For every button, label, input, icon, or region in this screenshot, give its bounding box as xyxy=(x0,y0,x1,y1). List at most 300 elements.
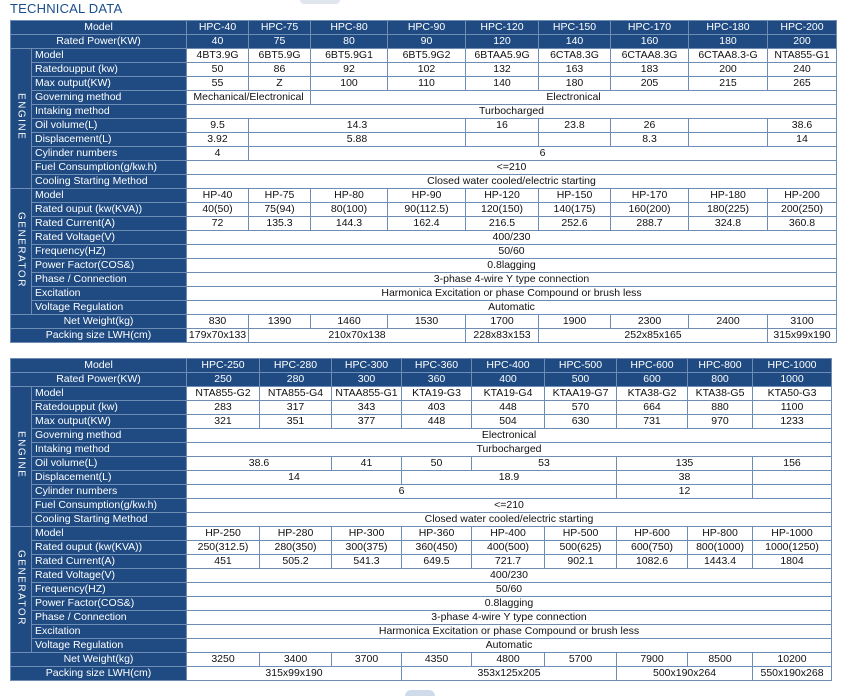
spec-cell: 377 xyxy=(332,415,402,429)
spec-cell: HPC-800 xyxy=(688,359,753,373)
row-label: Displacement(L) xyxy=(32,133,187,147)
row-label: Ratedoupput (kw) xyxy=(32,401,187,415)
spec-row xyxy=(11,133,837,147)
engine-section-label xyxy=(11,49,32,189)
spec-cell: 140(175) xyxy=(539,203,611,217)
spec-cell: HP-180 xyxy=(689,189,768,203)
spec-cell: Electronical xyxy=(187,429,832,443)
spec-cell: 315x99x190 xyxy=(768,329,837,343)
spec-cell: HP-40 xyxy=(187,189,249,203)
spec-cell: HP-170 xyxy=(611,189,689,203)
spec-cell: 265 xyxy=(768,77,837,91)
spec-cell: 448 xyxy=(402,415,472,429)
spec-row xyxy=(11,105,837,119)
spec-cell: 38.6 xyxy=(768,119,837,133)
spec-cell: 18.9 xyxy=(402,471,617,485)
spec-cell: 14 xyxy=(187,471,402,485)
spec-cell: 0.8lagging xyxy=(187,597,832,611)
spec-cell: 288.7 xyxy=(611,217,689,231)
spec-cell: 135 xyxy=(617,457,753,471)
engine-section-label-text: ENGINE xyxy=(15,92,27,141)
spec-row xyxy=(11,189,837,203)
row-label: Model xyxy=(11,21,187,35)
spec-cell: KTA19-G3 xyxy=(402,387,472,401)
spec-cell: 505.2 xyxy=(260,555,332,569)
spec-cell: 6CTAA8.3G xyxy=(611,49,689,63)
spec-cell: HPC-500 xyxy=(545,359,617,373)
spec-cell: 500(625) xyxy=(545,541,617,555)
spec-cell: 240 xyxy=(768,63,837,77)
generator-section-label xyxy=(11,189,32,315)
row-label: Model xyxy=(32,189,187,203)
spec-cell: 3700 xyxy=(332,653,402,667)
spec-cell: 50/60 xyxy=(187,583,832,597)
spec-cell: 3.92 xyxy=(187,133,249,147)
spec-cell: NTA855-G1 xyxy=(768,49,837,63)
spec-cell: 10200 xyxy=(753,653,832,667)
spec-cell: 120(150) xyxy=(466,203,539,217)
row-label: Ratedoupput (kw) xyxy=(32,63,187,77)
spec-cell: 120 xyxy=(466,35,539,49)
row-label: Packing size LWH(cm) xyxy=(11,329,187,343)
row-label: Rated Current(A) xyxy=(32,217,187,231)
row-label: Fuel Consumption(g/kw.h) xyxy=(32,499,187,513)
spec-cell: 250(312.5) xyxy=(187,541,260,555)
spec-cell: 0.8lagging xyxy=(187,259,837,273)
spec-row xyxy=(11,653,832,667)
row-label: Voltage Regulation xyxy=(32,301,187,315)
spec-cell: 92 xyxy=(311,63,388,77)
spec-cell: 1900 xyxy=(539,315,611,329)
spec-cell: 75 xyxy=(249,35,311,49)
spec-cell: 156 xyxy=(753,457,832,471)
spec-cell: 14 xyxy=(768,133,837,147)
spec-cell: 2400 xyxy=(689,315,768,329)
spec-cell: 26 xyxy=(611,119,689,133)
row-label: Cylinder numbers xyxy=(32,485,187,499)
spec-cell: KTA38-G2 xyxy=(617,387,688,401)
spec-cell: 351 xyxy=(260,415,332,429)
spec-row xyxy=(11,161,837,175)
spec-row xyxy=(11,329,837,343)
spec-cell: Automatic xyxy=(187,639,832,653)
spec-cell: 7900 xyxy=(617,653,688,667)
spec-cell: 53 xyxy=(472,457,617,471)
row-label: Oil volume(L) xyxy=(32,457,187,471)
spec-cell: HP-360 xyxy=(402,527,472,541)
spec-cell: 360 xyxy=(402,373,472,387)
spec-cell: 205 xyxy=(611,77,689,91)
row-label: Cooling Starting Method xyxy=(32,175,187,189)
spec-row xyxy=(11,77,837,91)
spec-cell: 50 xyxy=(187,63,249,77)
spec-cell: 321 xyxy=(187,415,260,429)
spec-cell: 40(50) xyxy=(187,203,249,217)
spec-cell: Mechanical/Electronical xyxy=(187,91,311,105)
spec-cell: Turbocharged xyxy=(187,443,832,457)
spec-cell: 2300 xyxy=(611,315,689,329)
spec-cell: Harmonica Excitation or phase Compound or brush less xyxy=(187,625,832,639)
spec-cell xyxy=(466,133,539,147)
row-label: Rated Current(A) xyxy=(32,555,187,569)
spec-cell: 600(750) xyxy=(617,541,688,555)
spec-cell xyxy=(753,471,832,485)
spec-cell: 324.8 xyxy=(689,217,768,231)
row-label: Intaking method xyxy=(32,443,187,457)
spec-cell: 55 xyxy=(187,77,249,91)
spec-cell: 1000 xyxy=(753,373,832,387)
spec-cell: 6BT5.9G1 xyxy=(311,49,388,63)
spec-cell: 664 xyxy=(617,401,688,415)
spec-cell: 800(1000) xyxy=(688,541,753,555)
spec-cell: HP-90 xyxy=(388,189,466,203)
spec-cell: HP-250 xyxy=(187,527,260,541)
spec-cell: 12 xyxy=(617,485,753,499)
spec-cell: 403 xyxy=(402,401,472,415)
spec-cell: 180(225) xyxy=(689,203,768,217)
spec-cell: 100 xyxy=(311,77,388,91)
spec-cell: 600 xyxy=(617,373,688,387)
spec-cell: 252.6 xyxy=(539,217,611,231)
spec-cell: 6BTAA5.9G xyxy=(466,49,539,63)
spec-cell: HPC-150 xyxy=(539,21,611,35)
spec-cell: HPC-80 xyxy=(311,21,388,35)
spec-row xyxy=(11,387,832,401)
spec-row xyxy=(11,443,832,457)
row-label: Max output(KW) xyxy=(32,415,187,429)
spec-cell: 162.4 xyxy=(388,217,466,231)
spec-cell: 40 xyxy=(187,35,249,49)
row-label: Phase / Connection xyxy=(32,611,187,625)
spec-row xyxy=(11,287,837,301)
spec-cell: HP-75 xyxy=(249,189,311,203)
spec-cell: KTA50-G3 xyxy=(753,387,832,401)
spec-cell: 280(350) xyxy=(260,541,332,555)
spec-cell: HPC-250 xyxy=(187,359,260,373)
spec-row xyxy=(11,457,832,471)
spec-cell: 50 xyxy=(402,457,472,471)
spec-cell: 50/60 xyxy=(187,245,837,259)
spec-row xyxy=(11,147,837,161)
row-label: Model xyxy=(32,527,187,541)
row-label: Phase / Connection xyxy=(32,273,187,287)
spec-row xyxy=(11,217,837,231)
spec-cell: NTA855-G2 xyxy=(187,387,260,401)
spec-row xyxy=(11,175,837,189)
spec-cell: 400(500) xyxy=(472,541,545,555)
spec-cell: 451 xyxy=(187,555,260,569)
spec-cell: 6CTA8.3G xyxy=(539,49,611,63)
spec-cell: 4350 xyxy=(402,653,472,667)
spec-cell: 4 xyxy=(187,147,249,161)
spec-cell: 38 xyxy=(617,471,753,485)
spec-cell: 179x70x133 xyxy=(187,329,249,343)
spec-cell: 3250 xyxy=(187,653,260,667)
spec-row xyxy=(11,513,832,527)
spec-row xyxy=(11,315,837,329)
spec-cell: 3-phase 4-wire Y type connection xyxy=(187,611,832,625)
spec-cell: 504 xyxy=(472,415,545,429)
row-label: Excitation xyxy=(32,287,187,301)
spec-cell: 200 xyxy=(768,35,837,49)
spec-cell: HPC-280 xyxy=(260,359,332,373)
spec-row xyxy=(11,231,837,245)
spec-cell: 140 xyxy=(539,35,611,49)
spec-row xyxy=(11,273,837,287)
spec-row xyxy=(11,245,837,259)
generator-section-label xyxy=(11,527,32,653)
spec-cell xyxy=(539,133,611,147)
spec-cell: HPC-40 xyxy=(187,21,249,35)
spec-cell: 183 xyxy=(611,63,689,77)
spec-cell: Closed water cooled/electric starting xyxy=(187,513,832,527)
header-row xyxy=(11,359,832,373)
spec-cell: 500x190x264 xyxy=(617,667,753,681)
row-label: Power Factor(COS&) xyxy=(32,597,187,611)
row-label: Cooling Starting Method xyxy=(32,513,187,527)
spec-row xyxy=(11,63,837,77)
row-label: Voltage Regulation xyxy=(32,639,187,653)
row-label: Rated Power(KW) xyxy=(11,35,187,49)
spec-cell: HP-120 xyxy=(466,189,539,203)
spec-cell: 280 xyxy=(260,373,332,387)
spec-cell: HP-300 xyxy=(332,527,402,541)
spec-cell: 1233 xyxy=(753,415,832,429)
spec-cell: 5700 xyxy=(545,653,617,667)
spec-cell: 72 xyxy=(187,217,249,231)
spec-cell: 90(112.5) xyxy=(388,203,466,217)
spec-cell: 649.5 xyxy=(402,555,472,569)
spec-cell: NTAA855-G1 xyxy=(332,387,402,401)
spec-cell: 1100 xyxy=(753,401,832,415)
spec-cell: 215 xyxy=(689,77,768,91)
spec-cell: Z xyxy=(249,77,311,91)
spec-cell: 86 xyxy=(249,63,311,77)
row-label: Rated ouput (kw(KVA)) xyxy=(32,203,187,217)
spec-cell: HPC-1000 xyxy=(753,359,832,373)
spec-cell: HPC-180 xyxy=(689,21,768,35)
spec-cell: 1082.6 xyxy=(617,555,688,569)
spec-cell: HP-600 xyxy=(617,527,688,541)
spec-row xyxy=(11,203,837,217)
generator-section-label-text: GENERATOR xyxy=(15,549,27,626)
spec-cell: 360.8 xyxy=(768,217,837,231)
spec-row xyxy=(11,583,832,597)
header-row xyxy=(11,35,837,49)
spec-cell xyxy=(753,485,832,499)
spec-cell: 16 xyxy=(466,119,539,133)
spec-row xyxy=(11,119,837,133)
spec-cell: 1443.4 xyxy=(688,555,753,569)
spec-cell: 80 xyxy=(311,35,388,49)
spec-cell: Automatic xyxy=(187,301,837,315)
spec-cell: HPC-120 xyxy=(466,21,539,35)
spec-cell: 3100 xyxy=(768,315,837,329)
spec-cell: 80(100) xyxy=(311,203,388,217)
spec-cell: 902.1 xyxy=(545,555,617,569)
spec-table-1 xyxy=(10,20,837,343)
spec-row xyxy=(11,597,832,611)
row-label: Model xyxy=(11,359,187,373)
row-label: Power Factor(COS&) xyxy=(32,259,187,273)
row-label: Frequency(HZ) xyxy=(32,583,187,597)
spec-row xyxy=(11,415,832,429)
spec-cell: 360(450) xyxy=(402,541,472,555)
row-label: Rated Voltage(V) xyxy=(32,231,187,245)
spec-row xyxy=(11,611,832,625)
spec-cell: 75(94) xyxy=(249,203,311,217)
spec-row xyxy=(11,639,832,653)
spec-row xyxy=(11,471,832,485)
page-title: TECHNICAL DATA xyxy=(10,1,123,16)
spec-cell: 400/230 xyxy=(187,231,837,245)
row-label: Displacement(L) xyxy=(32,471,187,485)
row-label: Net Weight(kg) xyxy=(11,315,187,329)
header-row xyxy=(11,21,837,35)
spec-cell: 216.5 xyxy=(466,217,539,231)
spec-cell: 14.3 xyxy=(249,119,466,133)
spec-cell: 830 xyxy=(187,315,249,329)
spec-row xyxy=(11,485,832,499)
row-label: Governing method xyxy=(32,429,187,443)
spec-cell: 160 xyxy=(611,35,689,49)
spec-row xyxy=(11,541,832,555)
spec-cell: 343 xyxy=(332,401,402,415)
spec-cell: HPC-90 xyxy=(388,21,466,35)
spec-cell: 252x85x165 xyxy=(539,329,768,343)
spec-cell: 1390 xyxy=(249,315,311,329)
spec-cell: 731 xyxy=(617,415,688,429)
spec-cell: HPC-200 xyxy=(768,21,837,35)
spec-cell: 250 xyxy=(187,373,260,387)
spec-cell: 6 xyxy=(249,147,837,161)
spec-cell: 3-phase 4-wire Y type connection xyxy=(187,273,837,287)
header-row xyxy=(11,373,832,387)
spec-cell: HP-80 xyxy=(311,189,388,203)
spec-cell: 3400 xyxy=(260,653,332,667)
row-label: Excitation xyxy=(32,625,187,639)
row-label: Intaking method xyxy=(32,105,187,119)
row-label: Model xyxy=(32,387,187,401)
spec-cell: 110 xyxy=(388,77,466,91)
spec-cell: 90 xyxy=(388,35,466,49)
spec-cell: HP-500 xyxy=(545,527,617,541)
spec-cell: 400/230 xyxy=(187,569,832,583)
spec-cell: 1530 xyxy=(388,315,466,329)
spec-row xyxy=(11,569,832,583)
spec-cell xyxy=(689,119,768,133)
spec-cell: 541.3 xyxy=(332,555,402,569)
row-label: Cylinder numbers xyxy=(32,147,187,161)
spec-cell: HPC-600 xyxy=(617,359,688,373)
spec-cell: KTA19-G4 xyxy=(472,387,545,401)
spec-cell: Turbocharged xyxy=(187,105,837,119)
spec-cell: 144.3 xyxy=(311,217,388,231)
row-label: Model xyxy=(32,49,187,63)
generator-section-label-text: GENERATOR xyxy=(15,211,27,288)
spec-cell: NTA855-G4 xyxy=(260,387,332,401)
spec-cell: 300(375) xyxy=(332,541,402,555)
spec-cell: 160(200) xyxy=(611,203,689,217)
row-label: Fuel Consumption(g/kw.h) xyxy=(32,161,187,175)
spec-cell: 500 xyxy=(545,373,617,387)
spec-cell: 550x190x268 xyxy=(753,667,832,681)
row-label: Max output(KW) xyxy=(32,77,187,91)
spec-row xyxy=(11,401,832,415)
spec-cell: 1700 xyxy=(466,315,539,329)
spec-cell: 9.5 xyxy=(187,119,249,133)
spec-cell: 800 xyxy=(688,373,753,387)
spec-cell: 8.3 xyxy=(611,133,689,147)
row-label: Rated Power(KW) xyxy=(11,373,187,387)
spec-cell: 5.88 xyxy=(249,133,466,147)
spec-cell: 353x125x205 xyxy=(402,667,617,681)
spec-cell: 6BT5.9G2 xyxy=(388,49,466,63)
spec-row xyxy=(11,429,832,443)
decorative-footer-shape xyxy=(405,690,435,696)
spec-cell: 6BT5.9G xyxy=(249,49,311,63)
row-label: Oil volume(L) xyxy=(32,119,187,133)
spec-cell: 8500 xyxy=(688,653,753,667)
spec-cell: 228x83x153 xyxy=(466,329,539,343)
spec-cell: 970 xyxy=(688,415,753,429)
spec-cell: Electronical xyxy=(311,91,837,105)
spec-cell: HPC-360 xyxy=(402,359,472,373)
spec-cell: HPC-170 xyxy=(611,21,689,35)
spec-cell: HP-400 xyxy=(472,527,545,541)
spec-cell: HP-1000 xyxy=(753,527,832,541)
spec-cell: HP-280 xyxy=(260,527,332,541)
spec-cell: 132 xyxy=(466,63,539,77)
spec-row xyxy=(11,499,832,513)
row-label: Frequency(HZ) xyxy=(32,245,187,259)
spec-row xyxy=(11,667,832,681)
spec-cell: 1460 xyxy=(311,315,388,329)
spec-cell xyxy=(689,133,768,147)
spec-cell: 4BT3.9G xyxy=(187,49,249,63)
spec-cell: HP-800 xyxy=(688,527,753,541)
spec-cell: 721.7 xyxy=(472,555,545,569)
decorative-header-shape xyxy=(300,0,340,4)
spec-cell: KTAA19-G7 xyxy=(545,387,617,401)
spec-cell: 200 xyxy=(689,63,768,77)
spec-cell: 300 xyxy=(332,373,402,387)
spec-cell: HPC-300 xyxy=(332,359,402,373)
spec-cell: Closed water cooled/electric starting xyxy=(187,175,837,189)
spec-table-2 xyxy=(10,358,832,681)
spec-cell: 23.8 xyxy=(539,119,611,133)
spec-cell: 163 xyxy=(539,63,611,77)
spec-row xyxy=(11,527,832,541)
row-label: Governing method xyxy=(32,91,187,105)
engine-section-label-text: ENGINE xyxy=(15,430,27,479)
spec-cell: KTA38-G5 xyxy=(688,387,753,401)
row-label: Packing size LWH(cm) xyxy=(11,667,187,681)
spec-cell: HPC-75 xyxy=(249,21,311,35)
spec-cell: HP-200 xyxy=(768,189,837,203)
spec-cell: 448 xyxy=(472,401,545,415)
spec-cell: 200(250) xyxy=(768,203,837,217)
spec-cell: 180 xyxy=(539,77,611,91)
spec-cell: 210x70x138 xyxy=(249,329,466,343)
spec-cell: 140 xyxy=(466,77,539,91)
row-label: Net Weight(kg) xyxy=(11,653,187,667)
spec-cell: 6CTAA8.3-G xyxy=(689,49,768,63)
spec-row xyxy=(11,301,837,315)
row-label: Rated ouput (kw(KVA)) xyxy=(32,541,187,555)
spec-cell: 102 xyxy=(388,63,466,77)
spec-cell: 41 xyxy=(332,457,402,471)
